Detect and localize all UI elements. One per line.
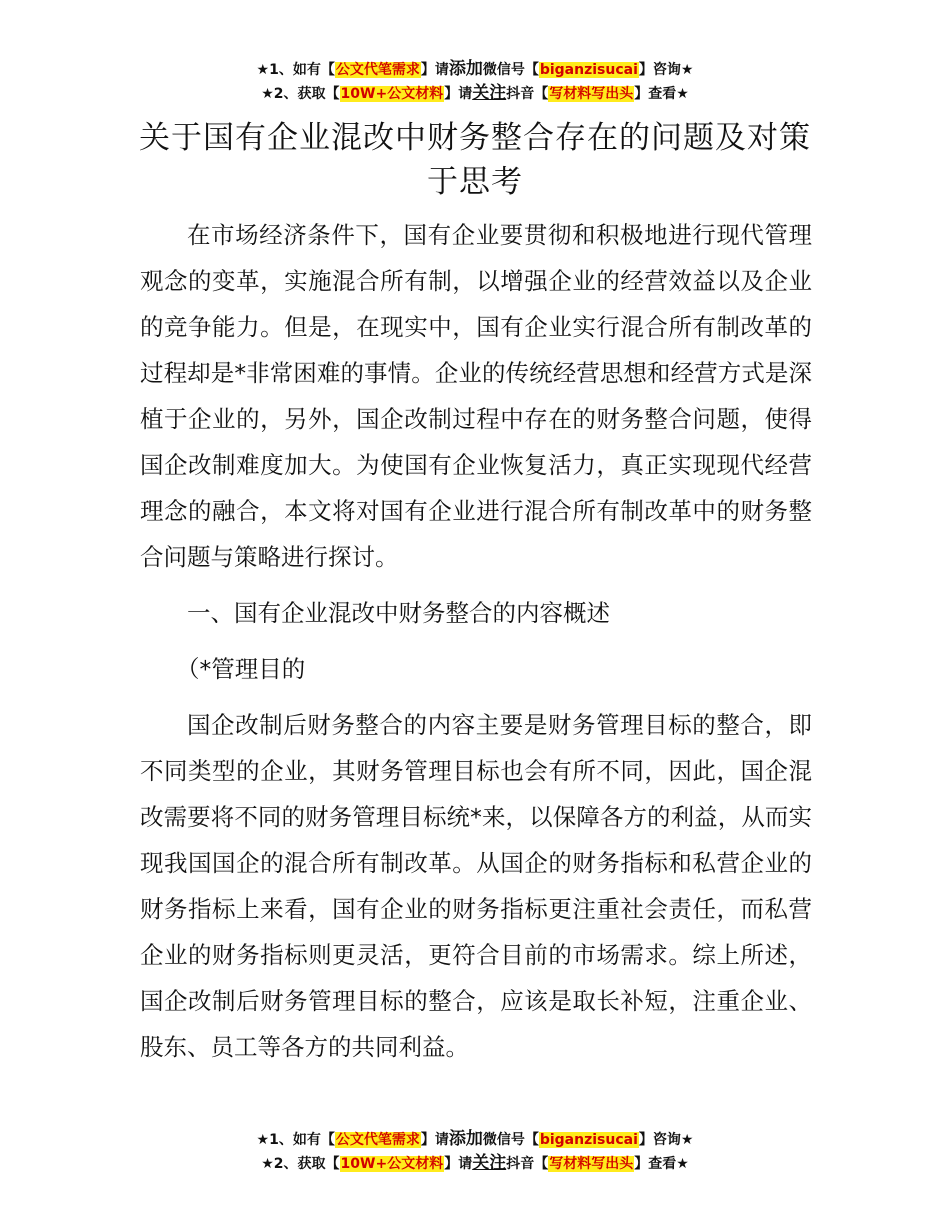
promo-banner-top [0,58,950,106]
promo-highlight-wechat-id: biganzisucai [539,1132,638,1148]
document-body [140,212,812,1070]
subsection-heading: （*管理目的 [176,655,306,683]
star-icon: ★ [680,1132,694,1148]
promo-highlight-douyin-account: 写材料写出头 [549,1156,634,1172]
document-title: 关于国有企业混改中财务整合存在的问题及对策于思考 [139,120,811,200]
promo-highlight-writing-service: 公文代笔需求 [335,62,420,78]
promo-highlight-douyin-account: 写材料写出头 [549,86,634,102]
promo-line-2: ★2、获取【10W+公文材料】请关注抖音【写材料写出头】查看★ [261,1153,689,1173]
section-heading: 一、国有企业混改中财务整合的内容概述 [187,599,610,627]
promo-highlight-materials: 10W+公文材料 [340,86,444,102]
promo-highlight-materials: 10W+公文材料 [340,1156,444,1172]
promo-highlight-writing-service: 公文代笔需求 [335,1132,420,1148]
promo-line-2: ★2、获取【10W+公文材料】请关注抖音【写材料写出头】查看★ [261,83,689,103]
paragraph-management-goals: 国企改制后财务整合的内容主要是财务管理目标的整合，即不同类型的企业，其财务管理目标也会有所不同，因此，国企混改需要将不同的财务管理目标统*来，以保障各方的利益，从而实现我国国企的混合所有制改革。从国企的财务指标和私营企业的财务指标上来看，国有企业的财务指标更注重社会责任，而私营企业的财务指标则更灵活，更符合目前的市场需求。综上所述，国企改制后财务管理目标的整合，应该是取长补短，注重企业、股东、员工等各方的共同利益。 [140,711,812,1061]
star-icon: ★ [676,1156,689,1172]
star-icon: ★ [256,62,270,78]
paragraph-intro: 在市场经济条件下，国有企业要贯彻和积极地进行现代管理观念的变革，实施混合所有制，以增强企业的经营效益以及企业的竞争能力。但是，在现实中，国有企业实行混合所有制改革的过程却是*非常困难的事情。企业的传统经营思想和经营方式是深植于企业的，另外，国企改制过程中存在的财务整合问题，使得国企改制难度加大。为使国有企业恢复活力，真正实现现代经营理念的融合，本文将对国有企业进行混合所有制改革中的财务整合问题与策略进行探讨。 [140,221,812,571]
star-icon: ★ [676,86,689,102]
promo-line-1: ★1、如有【公文代笔需求】请添加微信号【biganzisucai】咨询★ [256,59,694,79]
star-icon: ★ [261,1156,274,1172]
star-icon: ★ [256,1132,270,1148]
star-icon: ★ [261,86,274,102]
promo-line-1: ★1、如有【公文代笔需求】请添加微信号【biganzisucai】咨询★ [256,1129,694,1149]
promo-highlight-wechat-id: biganzisucai [539,62,638,78]
promo-banner-bottom [0,1128,950,1176]
star-icon: ★ [680,62,694,78]
